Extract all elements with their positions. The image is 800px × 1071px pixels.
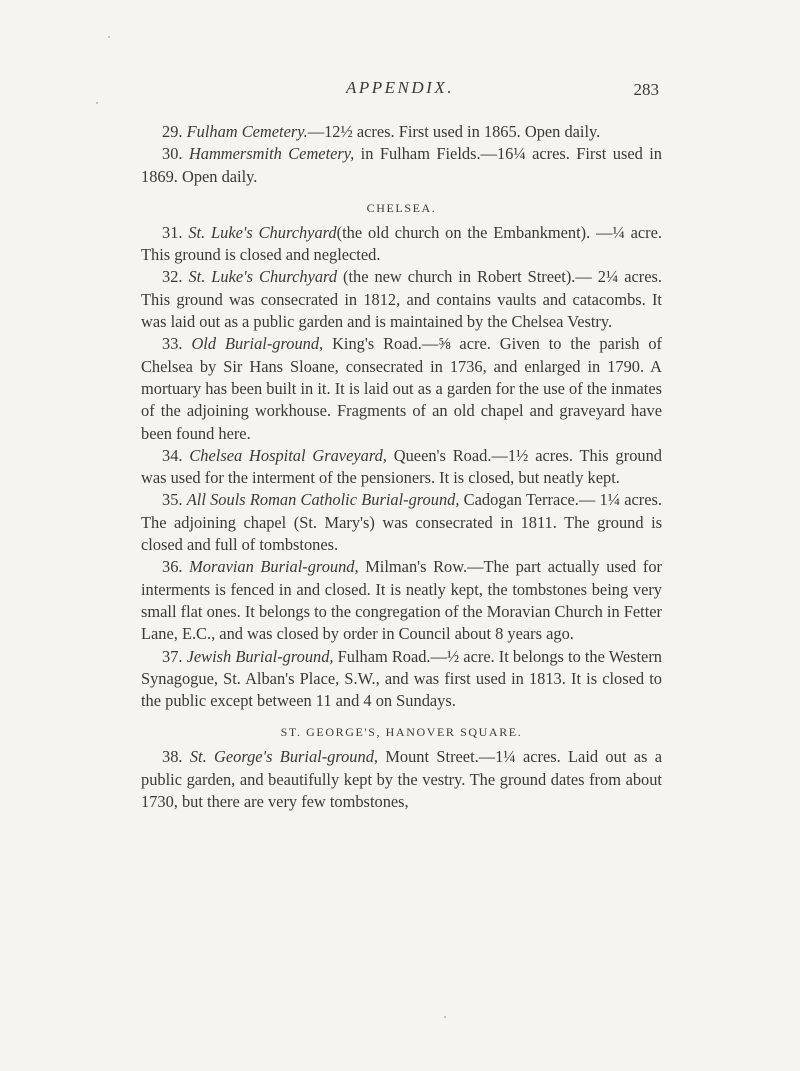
entry-name: St. Luke's Churchyard [188,267,338,287]
entry-text: in Fulham Fields.—16¼ acres. First used in 1869. Open daily. [141,144,662,186]
entry-number: 31. [162,222,183,242]
entry-text: Fulham Road.—½ acre. It belongs to the Western Synagogue, St. Alban's Place, S.W., and was first used in 1813. It is closed to the public except between 11 and 4 on Sundays. [141,646,662,711]
entry-number: 32. [162,267,183,287]
entry-34 [141,445,662,490]
section-heading-chelsea: CHELSEA. [366,200,437,215]
entry-text: (the new church in Robert Street).— 2¼ acres. This ground was consecrated in 1812, and contains vaults and catacombs. It was laid out as a public garden and is maintained by the Chelsea Vestry. [141,267,662,332]
entry-33 [141,333,662,444]
entry-text: Milman's Row.—The part actually used for interments is fenced in and closed. It is neatly kept, the tombstones being very small flat ones. It belongs to the congregation of the Moravian Church in Fetter Lane, E.C., and was closed by order in Council about 8 years ago. [141,557,662,644]
entry-29 [141,121,662,143]
paper-speck [96,102,98,104]
paper-speck [444,1016,446,1018]
entry-name: Moravian Burial-ground, [189,557,359,577]
entry-text: King's Road.—⅝ acre. Given to the parish of Chelsea by Sir Hans Sloane, consecrated in 1736, and enlarged in 1790. A mortuary has been built in it. It is laid out as a garden for the use of the inmates of the adjoining workhouse. Fragments of an old chapel and graveyard have been found here. [141,334,662,443]
entry-35 [141,489,662,556]
entry-number: 35. [162,490,183,510]
entry-text: —12½ acres. First used in 1865. Open daily. [307,122,601,141]
section-heading-st-george: ST. GEORGE'S, HANOVER SQUARE. [280,725,523,740]
paper-speck [108,36,110,38]
entry-36 [141,556,662,645]
entry-number: 36. [162,557,183,577]
entry-number: 38. [162,747,183,767]
entry-name: Hammersmith Cemetery, [188,144,355,164]
page-number: 283 [633,80,659,99]
entry-37 [141,646,662,713]
entry-text: (the old church on the Embankment). —¼ acre. This ground is closed and neglected. [141,222,662,265]
running-title: APPENDIX. [346,78,454,97]
body-text [141,121,662,813]
entry-text: Mount Street.—1¼ acres. Laid out as a public garden, and beautifully kept by the vestry. The ground dates from about 1730, but there are very few tombstones, [141,747,662,812]
entry-number: 33. [162,334,183,354]
entry-30 [141,143,662,188]
entry-38 [141,746,662,813]
entry-name: Old Burial-ground, [191,334,324,354]
entry-32 [141,266,662,333]
entry-name: All Souls Roman Catholic Burial-ground, [186,490,460,510]
entry-name: Jewish Burial-ground, [186,646,334,666]
entry-number: 37. [162,646,183,666]
entry-number: 30. [162,144,183,164]
entry-31 [141,222,662,267]
entry-name: Chelsea Hospital Graveyard, [189,445,387,465]
entry-number: 34. [162,445,183,465]
entry-text: Queen's Road.—1½ acres. This ground was used for the interment of the pensioners. It is closed, but neatly kept. [141,445,662,488]
running-head [0,78,800,102]
entry-name: St. Luke's Churchyard [188,222,337,242]
entry-text: Cadogan Terrace.— 1¼ acres. The adjoining chapel (St. Mary's) was consecrated in 1811. The ground is closed and full of tombstones. [141,490,662,555]
entry-name: St. George's Burial-ground, [189,747,378,767]
entry-name: Fulham Cemetery. [186,122,308,141]
entry-number: 29. [162,122,183,141]
